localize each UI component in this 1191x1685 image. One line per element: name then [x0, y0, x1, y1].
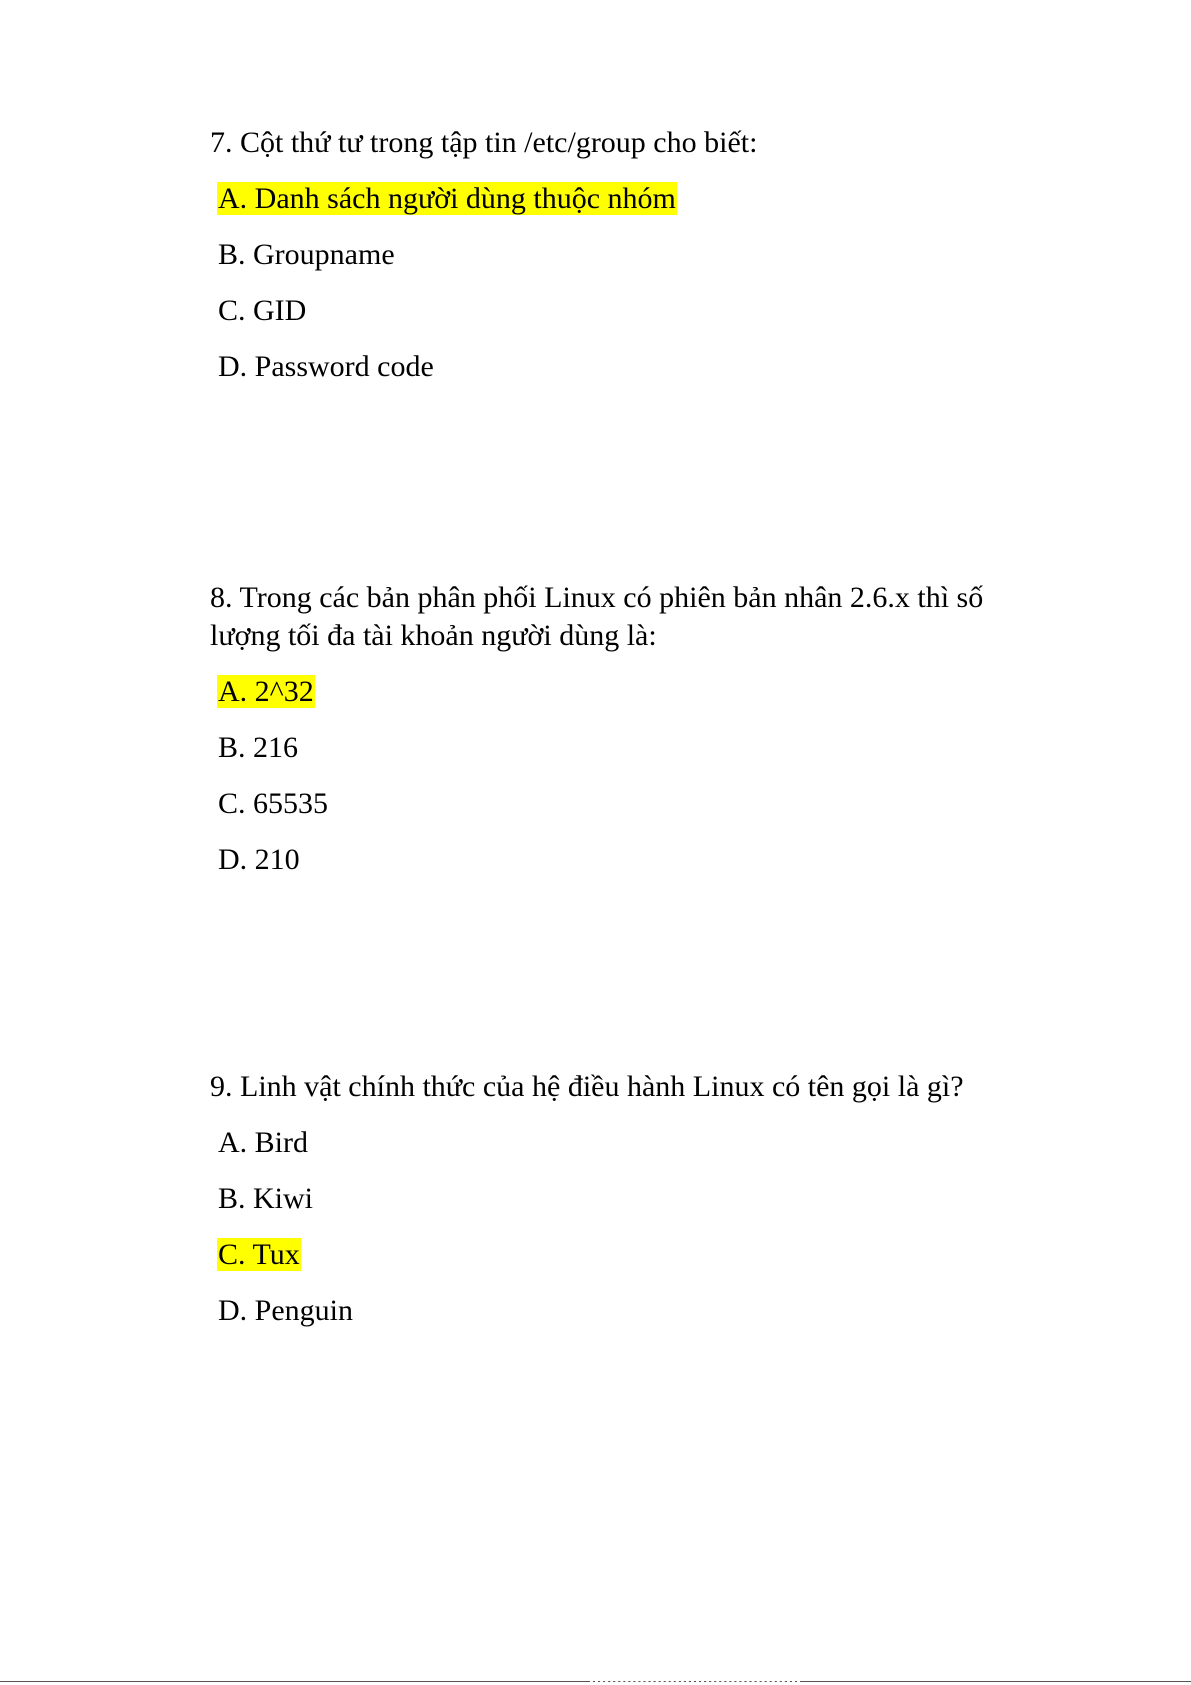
question-text: 9. Linh vật chính thức của hệ điều hành Linux có tên gọi là gì? [210, 1070, 964, 1103]
question-text [210, 579, 1030, 655]
option-label: B. 216 [218, 731, 299, 764]
option-label: A. Danh sách người dùng thuộc nhóm [218, 182, 676, 215]
question-7 [210, 124, 1030, 404]
option-label: A. 2^32 [218, 675, 314, 708]
option-a [217, 1124, 1030, 1162]
option-b [217, 236, 1030, 274]
option-d [217, 348, 1030, 386]
page-bottom-dash [590, 1681, 800, 1683]
option-c [217, 1236, 1030, 1274]
option-a [217, 673, 1030, 711]
option-c [217, 785, 1030, 823]
option-c [217, 292, 1030, 330]
option-label: B. Kiwi [218, 1182, 314, 1215]
option-label: B. Groupname [218, 238, 395, 271]
option-label: D. Password code [218, 350, 434, 383]
option-label: D. Penguin [218, 1294, 353, 1327]
option-d [217, 1292, 1030, 1330]
question-text-line-2: lượng tối đa tài khoản người dùng là: [210, 619, 657, 652]
option-label: D. 210 [218, 843, 300, 876]
question-text: 7. Cột thứ tư trong tập tin /etc/group cho biết: [210, 126, 758, 159]
option-label: C. 65535 [218, 787, 329, 820]
question-8 [210, 579, 1030, 897]
option-b [217, 729, 1030, 767]
option-label: A. Bird [218, 1126, 308, 1159]
option-label: C. Tux [218, 1238, 300, 1271]
question-9 [210, 1068, 1030, 1348]
question-text-line-1: 8. Trong các bản phân phối Linux có phiên bản nhân 2.6.x thì số [210, 581, 984, 614]
option-label: C. GID [218, 294, 307, 327]
option-b [217, 1180, 1030, 1218]
option-d [217, 841, 1030, 879]
option-a [217, 180, 1030, 218]
